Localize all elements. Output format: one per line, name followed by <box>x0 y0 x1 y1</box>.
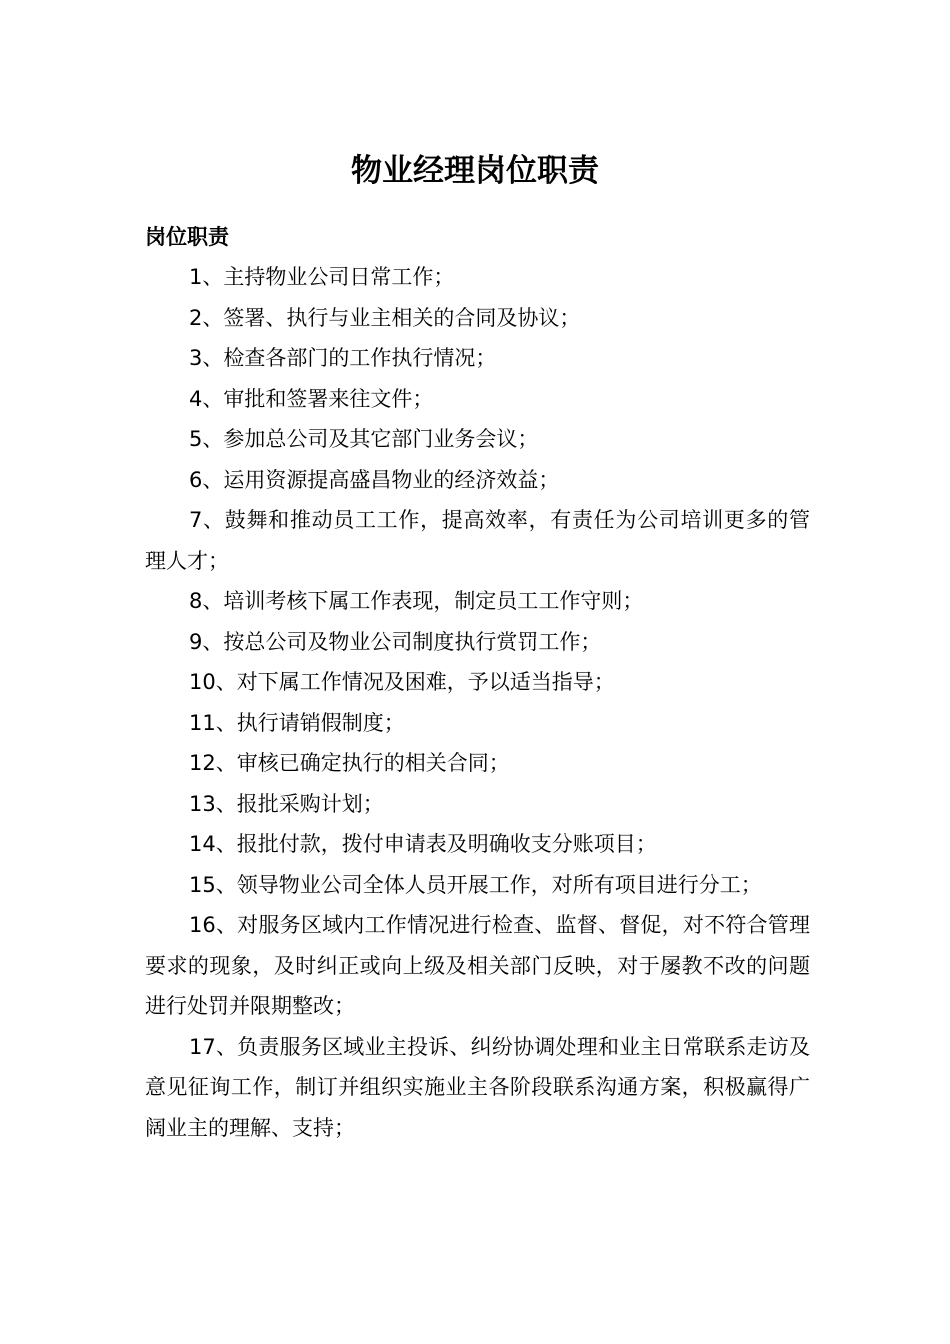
duty-item-4: 4、审批和签署来往文件； <box>189 386 434 411</box>
duty-item-8: 8、培训考核下属工作表现，制定员工工作守则； <box>189 589 644 613</box>
duty-item-12: 12、审核已确定执行的相关合同； <box>189 751 510 775</box>
duty-item-1: 1、主持物业公司日常工作； <box>189 265 455 289</box>
duty-item-9: 9、按总公司及物业公司制度执行赏罚工作； <box>189 629 602 654</box>
duty-item-10: 10、对下属工作情况及困难，予以适当指导； <box>189 670 615 694</box>
document-title: 物业经理岗位职责 <box>351 152 599 189</box>
duty-item-5: 5、参加总公司及其它部门业务会议； <box>189 427 539 451</box>
duty-item-14: 14、报批付款，拨付申请表及明确收支分账项目； <box>189 832 657 856</box>
duty-item-2: 2、签署、执行与业主相关的合同及协议； <box>189 305 581 330</box>
duty-list <box>145 257 810 1148</box>
section-heading: 岗位职责 <box>145 225 229 249</box>
duty-item-6: 6、运用资源提高盛昌物业的经济效益； <box>189 467 560 492</box>
duty-item-16: 16、对服务区域内工作情况进行检查、监督、督促，对不符合管理要求的现象，及时纠正或向上级及相关部门反映，对于屡教不改的问题进行处罚并限期整改； <box>145 913 810 1018</box>
duty-item-3: 3、检查各部门的工作执行情况； <box>189 346 497 370</box>
duty-item-7: 7、鼓舞和推动员工工作，提高效率，有责任为公司培训更多的管理人才； <box>145 508 810 573</box>
duty-item-17: 17、负责服务区域业主投诉、纠纷协调处理和业主日常联系走访及意见征询工作，制订并组织实施业主各阶段联系沟通方案，积极赢得广阔业主的理解、支持； <box>145 1034 810 1140</box>
duty-item-13: 13、报批采购计划； <box>189 791 384 816</box>
document-body <box>145 217 810 1148</box>
duty-item-11: 11、执行请销假制度； <box>189 710 405 735</box>
duty-item-15: 15、领导物业公司全体人员开展工作，对所有项目进行分工； <box>189 872 762 897</box>
